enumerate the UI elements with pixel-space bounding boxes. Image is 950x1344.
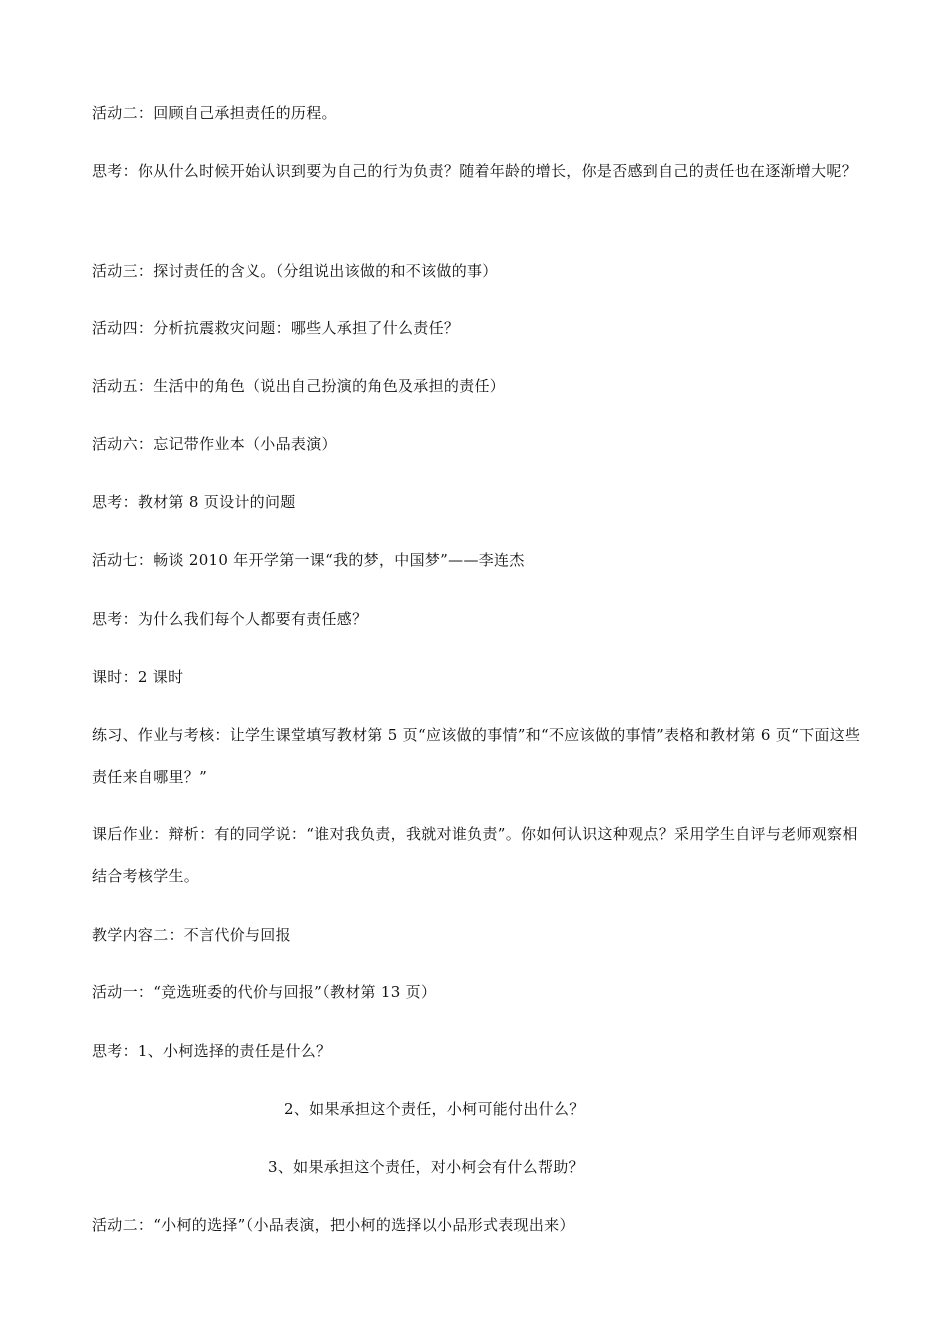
- paragraph-activity-1b: 活动一：“竞选班委的代价与回报”（教材第 13 页）: [92, 983, 437, 1001]
- paragraph-exercise: 练习、作业与考核：让学生课堂填写教材第 5 页“应该做的事情”和“不应该做的事情”表格和教材第 6 页“下面这些责任来自哪里？”: [92, 726, 861, 786]
- paragraph-activity-2b: 活动二：“小柯的选择”（小品表演，把小柯的选择以小品形式表现出来）: [92, 1216, 575, 1234]
- paragraph-think-4: 思考：1、小柯选择的责任是什么？: [92, 1042, 332, 1060]
- paragraph-activity-7: 活动七：畅谈 2010 年开学第一课“我的梦，中国梦”——李连杰: [92, 551, 525, 569]
- paragraph-content-2: 教学内容二：不言代价与回报: [92, 926, 291, 944]
- paragraph-question-2: 2、如果承担这个责任，小柯可能付出什么？: [284, 1100, 585, 1118]
- paragraph-activity-5: 活动五：生活中的角色（说出自己扮演的角色及承担的责任）: [92, 377, 506, 395]
- paragraph-think-2: 思考：教材第 8 页设计的问题: [92, 493, 296, 511]
- paragraph-think-1: 思考：你从什么时候开始认识到要为自己的行为负责？随着年龄的增长，你是否感到自己的责任也在逐渐增大呢？: [92, 162, 858, 180]
- paragraph-activity-4: 活动四：分析抗震救灾问题：哪些人承担了什么责任？: [92, 319, 460, 337]
- paragraph-homework: 课后作业：辩析：有的同学说：“谁对我负责，我就对谁负责”。你如何认识这种观点？采用学生自评与老师观察相结合考核学生。: [92, 825, 858, 885]
- paragraph-activity-3: 活动三：探讨责任的含义。（分组说出该做的和不该做的事）: [92, 262, 498, 280]
- paragraph-activity-2: 活动二：回顾自己承担责任的历程。: [92, 104, 337, 122]
- paragraph-activity-6: 活动六：忘记带作业本（小品表演）: [92, 435, 337, 453]
- paragraph-question-3: 3、如果承担这个责任，对小柯会有什么帮助？: [268, 1158, 584, 1176]
- paragraph-class-hours: 课时：2 课时: [92, 668, 184, 686]
- paragraph-think-3: 思考：为什么我们每个人都要有责任感？: [92, 610, 368, 628]
